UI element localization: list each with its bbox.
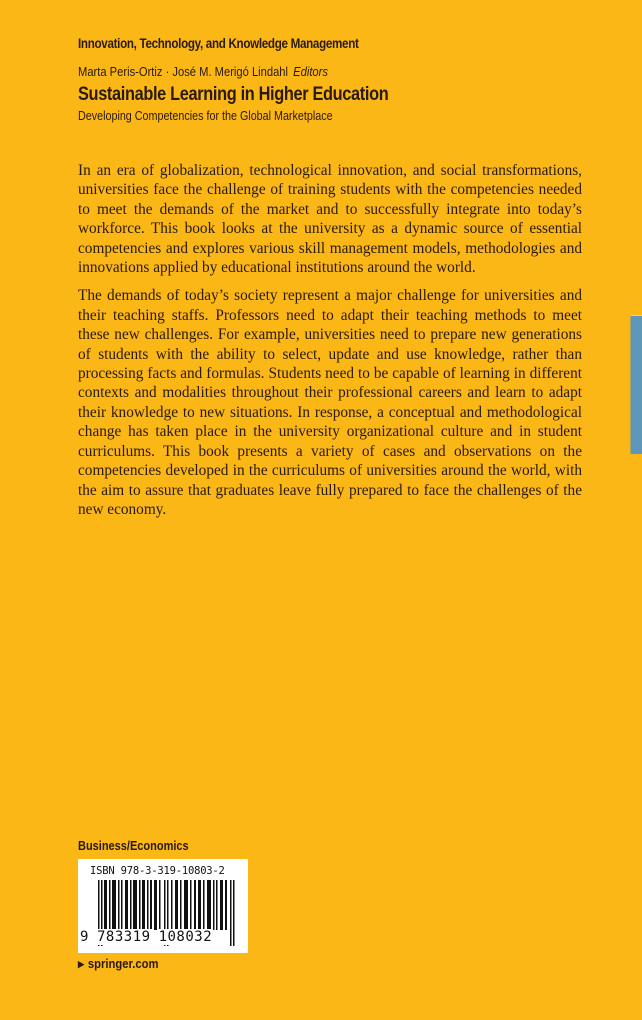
publisher-link-text[interactable]: springer.com bbox=[87, 957, 159, 971]
blurb-paragraph: In an era of globalization, technological innovation, and social transformations, universities face the challenge of training students with the competencies needed to meet the demands of the market and to successfully integrate into today’s workforce. This book looks at the university as a dynamic source of essential competencies and explores various skill management models, methodologies and innovations applied by educational institutions around the world. bbox=[78, 162, 582, 277]
book-title: Sustainable Learning in Higher Education bbox=[78, 84, 389, 105]
isbn-barcode bbox=[78, 859, 248, 953]
isbn-label: ISBN 978-3-319-10803-2 bbox=[90, 865, 225, 877]
series-title: Innovation, Technology, and Knowledge Management bbox=[78, 36, 359, 51]
barcode-group-left: 783319 bbox=[97, 929, 151, 945]
barcode-digits bbox=[80, 929, 213, 945]
book-subtitle: Developing Competencies for the Global Marketplace bbox=[78, 109, 333, 123]
barcode-first-digit: 9 bbox=[80, 929, 96, 945]
spine-color-tab bbox=[630, 315, 642, 454]
editors-names: Marta Peris-Ortiz · José M. Merigó Lindahl bbox=[78, 64, 289, 79]
blurb-paragraph: The demands of today’s society represent a major challenge for universities and their teaching staffs. Professors need to adapt their teaching methods to meet these new challenges. For example, universities need to prepare new generations of students with the ability to select, update and use knowledge, rather than processing facts and formulas. Students need to be capable of learning in different contexts and modalities throughout their professional careers and learn to adapt their knowledge to new situations. In response, a conceptual and methodological change has taken place in the university organizational culture and in student curriculums. This book presents a variety of cases and observations on the competencies developed in the curriculums of universities around the world, with the aim to assure that graduates leave fully prepared to face the challenges of the new economy. bbox=[78, 287, 582, 518]
barcode-group-right: 108032 bbox=[158, 929, 213, 945]
triangle-arrow-icon: ▶ bbox=[78, 958, 85, 969]
publisher-link[interactable] bbox=[78, 957, 158, 971]
blurb bbox=[78, 161, 582, 528]
category-label: Business/Economics bbox=[78, 839, 189, 853]
editors-line bbox=[78, 64, 328, 79]
editors-role: Editors bbox=[293, 64, 328, 79]
